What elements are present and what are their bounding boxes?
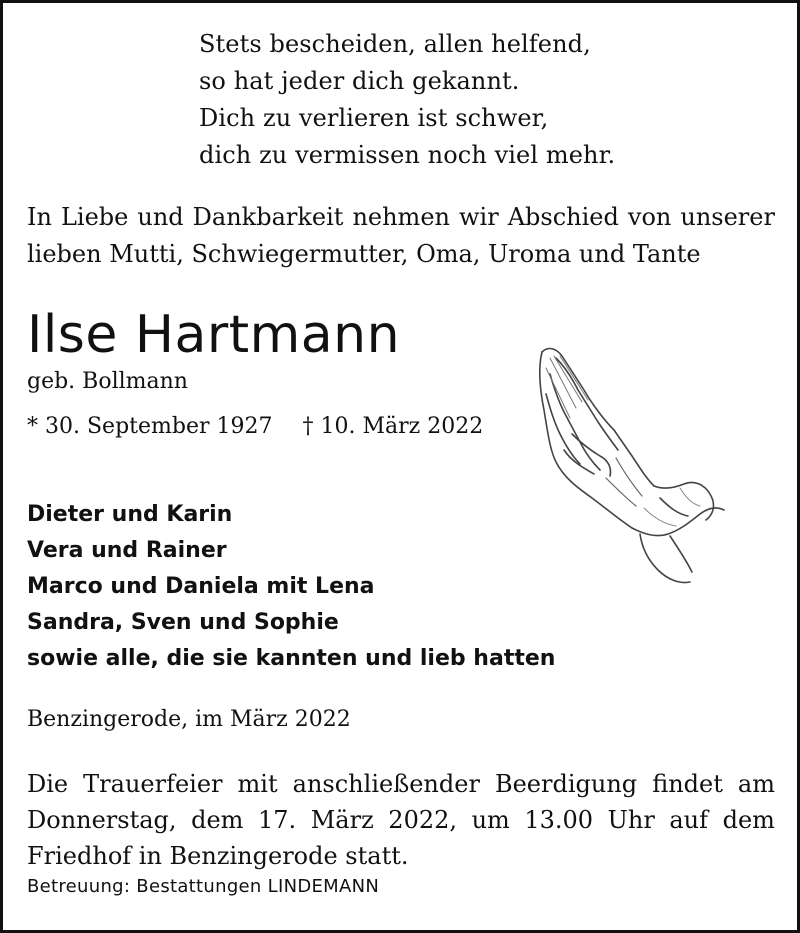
birth-date: * 30. September 1927 — [27, 414, 273, 439]
word: um — [471, 806, 510, 834]
word: nehmen — [352, 203, 450, 231]
deceased-name: Ilse Hartmann — [27, 305, 401, 365]
funeral-home-credit: Betreuung: Bestattungen LINDEMANN — [27, 876, 380, 897]
word: Uhr — [607, 806, 655, 834]
word: unserer — [680, 203, 775, 231]
mourner-line: Vera und Rainer — [27, 538, 227, 563]
word: Trauerfeier — [83, 770, 223, 798]
word: mit — [237, 770, 278, 798]
word: anschließender — [292, 770, 480, 798]
word: am — [737, 770, 775, 798]
word: von — [627, 203, 672, 231]
poem-line: Dich zu verlieren ist schwer, — [199, 104, 549, 132]
word: Donnerstag, — [27, 806, 177, 834]
word: Die — [27, 770, 69, 798]
intro-text — [27, 199, 775, 273]
poem-line: so hat jeder dich gekannt. — [199, 67, 520, 95]
mourner-line: Dieter und Karin — [27, 502, 233, 527]
poem — [199, 26, 615, 174]
word: Dankbarkeit — [192, 203, 344, 231]
word: auf — [669, 806, 709, 834]
poem-line: dich zu vermissen noch viel mehr. — [199, 141, 616, 169]
mourners-list — [27, 497, 555, 677]
word: dem — [722, 806, 775, 834]
word: 2022, — [388, 806, 458, 834]
mourner-line: Sandra, Sven und Sophie — [27, 610, 339, 635]
word: Liebe — [60, 203, 129, 231]
word: 13.00 — [524, 806, 594, 834]
mourner-line: sowie alle, die sie kannten und lieb hatten — [27, 646, 556, 671]
word: findet — [652, 770, 723, 798]
word: wir — [459, 203, 499, 231]
mourner-line: Marco und Daniela mit Lena — [27, 574, 375, 599]
word: Abschied — [507, 203, 619, 231]
funeral-line-2 — [27, 802, 775, 838]
funeral-line-3: Friedhof in Benzingerode statt. — [27, 842, 409, 870]
word: In — [27, 203, 52, 231]
word: Beerdigung — [494, 770, 638, 798]
death-date: † 10. März 2022 — [302, 414, 484, 439]
word: 17. — [258, 806, 297, 834]
place-date: Benzingerode, im März 2022 — [27, 707, 351, 732]
funeral-info — [27, 766, 775, 874]
word: März — [310, 806, 374, 834]
life-dates — [27, 411, 483, 443]
word: dem — [191, 806, 244, 834]
maiden-name: geb. Bollmann — [27, 369, 188, 394]
funeral-line-1 — [27, 766, 775, 802]
poem-line: Stets bescheiden, allen helfend, — [199, 30, 591, 58]
word: und — [137, 203, 184, 231]
intro-line-2: lieben Mutti, Schwiegermutter, Oma, Uroma und Tante — [27, 240, 701, 268]
intro-line-1 — [27, 199, 775, 236]
